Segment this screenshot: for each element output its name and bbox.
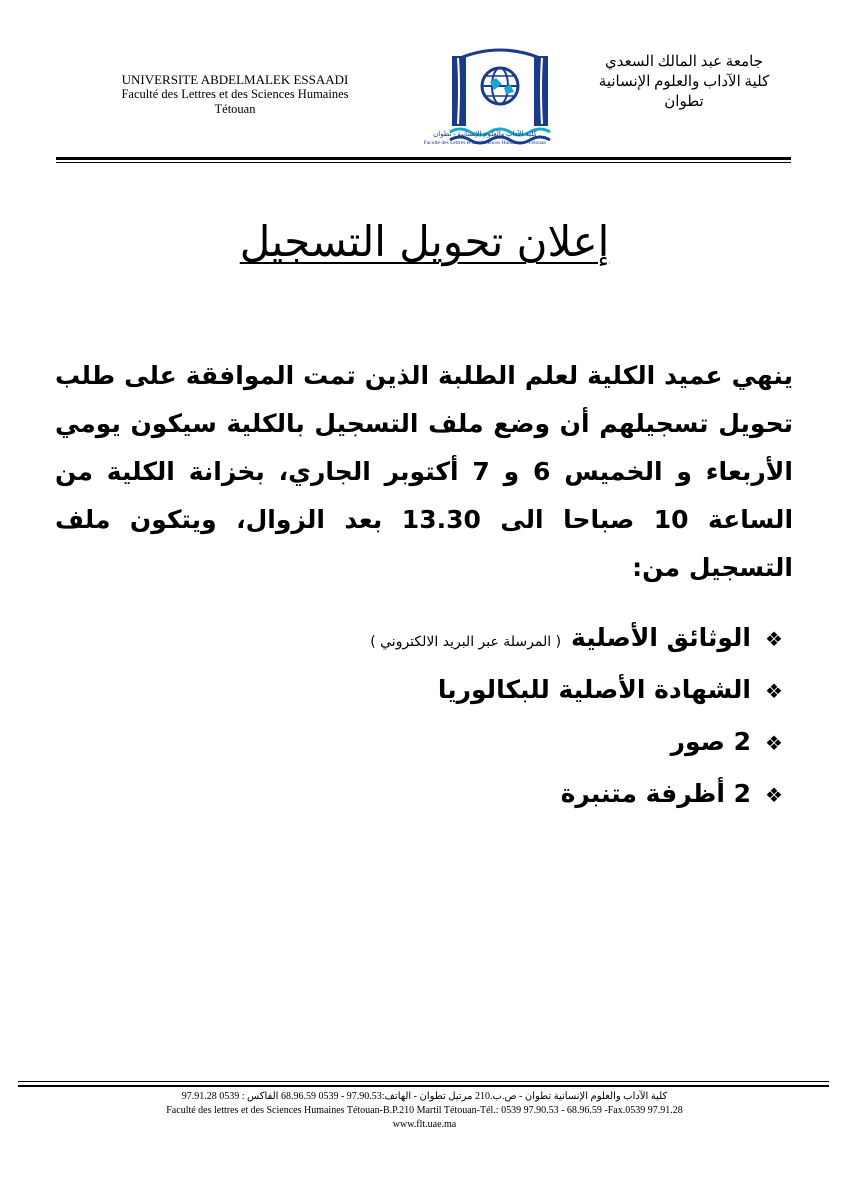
list-item-note: ( المرسلة عبر البريد الالكتروني ): [370, 634, 562, 650]
university-name-fr: UNIVERSITE ABDELMALEK ESSAADI: [121, 72, 349, 87]
footer-address-fr: Faculté des lettres et des Sciences Humaines Tétouan-B.P.210 Martil Tétouan-Tél.: 0539 97.90.53 - 68.96.59 -Fax.0539 97.91.28: [166, 1105, 683, 1116]
list-item-text: 2 أظرفة متنبرة: [560, 779, 751, 808]
faculty-name-fr: Faculté des Lettres et des Sciences Humaines: [121, 87, 349, 101]
footer-divider-thick: [18, 1085, 829, 1087]
list-item: [189, 768, 789, 820]
diamond-bullet-icon: ❖: [765, 783, 783, 807]
footer-address-ar: كلية الآداب والعلوم الإنسانية تطوان - ص.ب.210 مرتيل تطوان - الهاتف:97.90.53 - 0539 68.96.59 الفاكس : 0539 97.91.28: [181, 1091, 668, 1102]
header-arabic: [574, 52, 794, 112]
logo-caption-fr: Faculté des Lettres et des Sciences Humaines - Tétouan: [423, 140, 547, 146]
city-ar: تطوان: [664, 94, 704, 110]
announcement-body: ينهي عميد الكلية لعلم الطلبة الذين تمت الموافقة على طلب تحويل تسجيلهم أن وضع ملف التسجيل بالكلية سيكون يومي الأربعاء و الخميس 6 و 7 أكتوبر الجاري، بخزانة الكلية من الساعة 10 صباحا الى 13.30 بعد الزوال، ويتكون ملف التسجيل من:: [55, 361, 794, 582]
header-divider-thick: [56, 157, 791, 160]
diamond-bullet-icon: ❖: [765, 679, 783, 703]
list-item-text: الشهادة الأصلية للبكالوريا: [437, 675, 751, 704]
list-item: [189, 716, 789, 768]
footer-divider-thin: [18, 1081, 829, 1082]
list-item: [189, 664, 789, 716]
faculty-name-ar: كلية الآداب والعلوم الإنسانية: [598, 74, 770, 90]
university-name-ar: جامعة عبد المالك السعدي: [605, 54, 763, 70]
diamond-bullet-icon: ❖: [765, 627, 783, 651]
diamond-bullet-icon: ❖: [765, 731, 783, 755]
footer-website-link[interactable]: www.flt.uae.ma: [392, 1119, 457, 1130]
required-documents-list: [189, 612, 789, 820]
header-divider-thin: [56, 162, 791, 163]
announcement-title: [120, 212, 729, 272]
list-item-text: 2 صور: [670, 727, 751, 756]
announcement-title-text: إعلان تحويل التسجيل: [239, 217, 610, 266]
list-item-text: الوثائق الأصلية: [571, 623, 751, 652]
city-fr: Tétouan: [214, 102, 256, 116]
header-french: [60, 72, 410, 117]
logo-caption-ar: كلية الآداب والعلوم الإنسانية - تطوان: [433, 130, 537, 138]
list-item: [189, 612, 789, 664]
